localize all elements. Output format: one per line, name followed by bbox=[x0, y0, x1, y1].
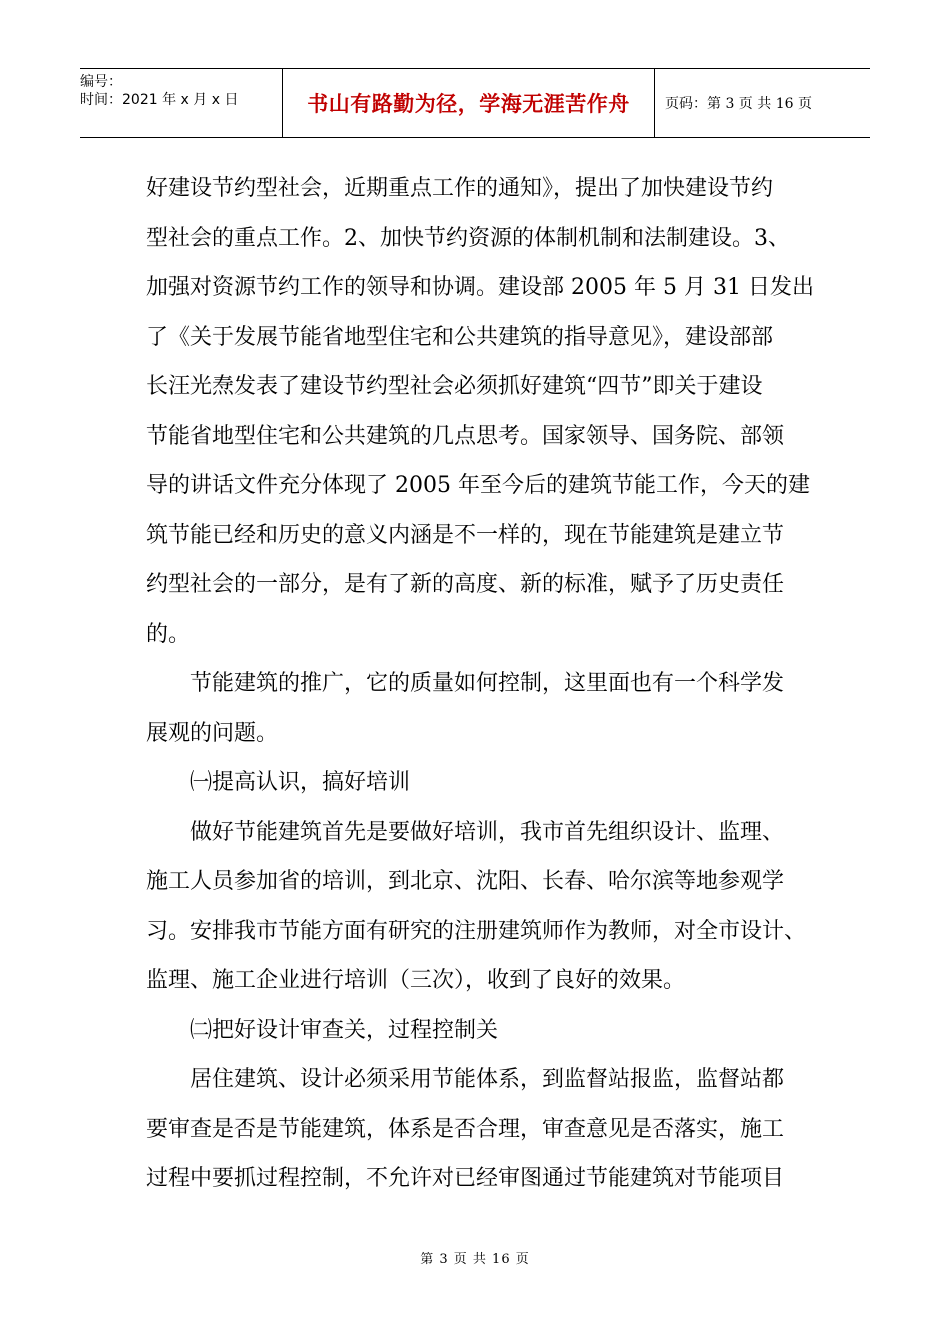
header-motto-cell bbox=[282, 69, 655, 137]
header-meta bbox=[80, 69, 282, 137]
body-line: 过程中要抓过程控制，不允许对已经审图通过节能建筑对节能项目 bbox=[146, 1166, 785, 1191]
body-line: 约型社会的一部分，是有了新的高度、新的标准，赋予了历史责任 bbox=[146, 572, 785, 597]
section-heading-2: ㈡把好设计审查关，过程控制关 bbox=[190, 1017, 499, 1043]
body-line: 好建设节约型社会，近期重点工作的通知》，提出了加快建设节约 bbox=[146, 176, 774, 201]
document-body bbox=[146, 164, 826, 1204]
header-page-info: 页码：第 3 页 共 16 页 bbox=[665, 96, 812, 112]
page-header bbox=[80, 68, 870, 138]
body-line: 的。 bbox=[146, 621, 191, 647]
paragraph-start-line: 做好节能建筑首先是要做好培训，我市首先组织设计、监理、 bbox=[190, 819, 785, 845]
body-line: 导的讲话文件充分体现了 2005 年至今后的建筑节能工作，今天的建 bbox=[146, 473, 810, 498]
header-motto: 书山有路勤为径，学海无涯苦作舟 bbox=[307, 91, 630, 116]
document-time-label: 时间：2021 年 x 月 x 日 bbox=[80, 92, 239, 108]
body-line: 了《关于发展节能省地型住宅和公共建筑的指导意见》，建设部部 bbox=[146, 324, 774, 350]
body-line: 筑节能已经和历史的意义内涵是不一样的，现在节能建筑是建立节 bbox=[146, 522, 785, 548]
document-number-label: 编号： bbox=[80, 74, 122, 90]
body-line: 型社会的重点工作。2、加快节约资源的体制机制和法制建设。3、 bbox=[146, 225, 790, 251]
body-line: 节能省地型住宅和公共建筑的几点思考。国家领导、国务院、部领 bbox=[146, 423, 785, 449]
paragraph-start-line: 节能建筑的推广，它的质量如何控制，这里面也有一个科学发 bbox=[190, 671, 785, 696]
body-line: 加强对资源节约工作的领导和协调。建设部 2005 年 5 月 31 日发出 bbox=[146, 275, 814, 300]
body-line: 长汪光焘发表了建设节约型社会必须抓好建筑“四节”即关于建设 bbox=[146, 374, 763, 399]
body-line: 施工人员参加省的培训，到北京、沈阳、长春、哈尔滨等地参观学 bbox=[146, 869, 785, 894]
paragraph-start-line: 居住建筑、设计必须采用节能体系，到监督站报监，监督站都 bbox=[190, 1067, 785, 1092]
page-footer: 第 3 页 共 16 页 bbox=[420, 1252, 530, 1267]
body-line: 要审查是否是节能建筑，体系是否合理，审查意见是否落实，施工 bbox=[146, 1116, 785, 1142]
section-heading-1: ㈠提高认识，搞好培训 bbox=[190, 770, 411, 795]
body-line: 展观的问题。 bbox=[146, 720, 279, 746]
body-line: 习。安排我市节能方面有研究的注册建筑师作为教师，对全市设计、 bbox=[146, 918, 807, 944]
body-line: 监理、施工企业进行培训（三次），收到了良好的效果。 bbox=[146, 968, 686, 993]
